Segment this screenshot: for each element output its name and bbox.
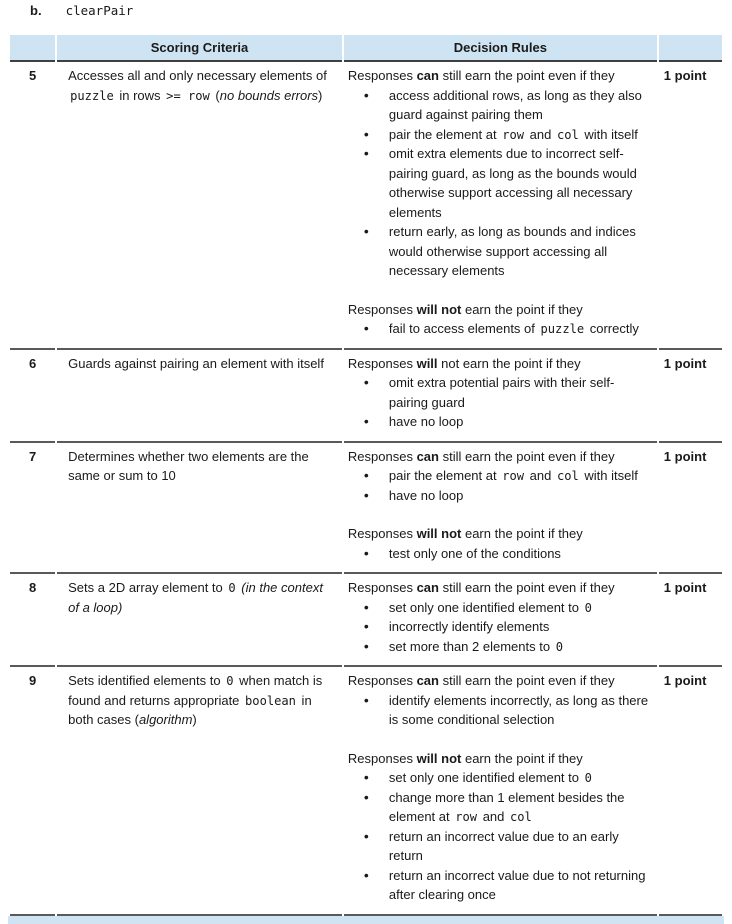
bullet-item: • change more than 1 element besides the element at row and col <box>348 788 653 827</box>
rules-cell <box>344 62 657 350</box>
code-token: col <box>556 127 579 142</box>
rules-bullet-list <box>348 373 653 432</box>
code-token: row <box>455 810 478 825</box>
table-row <box>10 443 722 575</box>
bullet-item: • test only one of the conditions <box>348 544 653 564</box>
points-cell: 1 point <box>659 443 722 575</box>
rules-cell <box>344 574 657 667</box>
table-row <box>10 667 722 916</box>
rules-paragraph: Responses can still earn the point even if they <box>347 673 615 689</box>
code-token: 0 <box>584 771 592 786</box>
rules-bullet-list <box>348 768 653 905</box>
table-row <box>10 350 722 443</box>
bullet-item: • set only one identified element to 0 <box>348 768 653 788</box>
row-number: 6 <box>10 350 55 443</box>
bullet-item: • identify elements incorrectly, as long as there is some conditional selection <box>348 691 653 730</box>
criteria-cell: Guards against pairing an element with itself <box>57 350 342 443</box>
bullet-item: • have no loop <box>348 412 653 432</box>
header-row-number <box>10 35 55 63</box>
bullet-item: • have no loop <box>348 486 653 506</box>
scoring-rubric-table <box>8 35 724 916</box>
header-scoring-criteria: Scoring Criteria <box>57 35 342 63</box>
code-token: row <box>502 469 525 484</box>
criteria-cell: Sets identified elements to 0 when match is found and returns appropriate boolean in both cases (algorithm) <box>57 667 342 916</box>
section-title <box>0 1 732 21</box>
bullet-item: • fail to access elements of puzzle correctly <box>348 319 653 339</box>
rules-bullet-list <box>348 691 653 730</box>
rules-paragraph: Responses can still earn the point even if they <box>347 68 615 84</box>
bullet-item: • access additional rows, as long as they also guard against pairing them <box>348 86 653 125</box>
row-number: 8 <box>10 574 55 667</box>
code-token: 0 <box>228 581 236 596</box>
bullet-item: • pair the element at row and col with itself <box>348 125 653 145</box>
code-token: 0 <box>584 600 592 615</box>
rules-cell <box>344 350 657 443</box>
table-row <box>10 574 722 667</box>
code-token: >= row <box>166 88 210 103</box>
code-token: 0 <box>226 674 234 689</box>
header-decision-rules: Decision Rules <box>344 35 657 63</box>
criteria-cell: Sets a 2D array element to 0 (in the context of a loop) <box>57 574 342 667</box>
rules-paragraph: Responses will not earn the point if they <box>347 750 583 766</box>
bullet-item: • omit extra potential pairs with their self-pairing guard <box>348 373 653 412</box>
bullet-item: • incorrectly identify elements <box>348 617 653 637</box>
rules-paragraph: Responses will not earn the point if they <box>347 526 583 542</box>
section-label: b. <box>30 3 42 18</box>
code-token: 0 <box>555 639 563 654</box>
points-cell: 1 point <box>659 574 722 667</box>
rules-paragraph: Responses will not earn the point if they <box>347 301 583 317</box>
row-number: 5 <box>10 62 55 350</box>
table-row <box>10 62 722 350</box>
row-number: 9 <box>10 667 55 916</box>
header-points <box>659 35 722 63</box>
rules-bullet-list <box>348 544 653 564</box>
rules-cell <box>344 443 657 575</box>
code-token: boolean <box>245 693 296 708</box>
next-table-header-partial <box>8 916 724 924</box>
bullet-item: • return an incorrect value due to an early return <box>348 827 653 866</box>
bullet-item: • set only one identified element to 0 <box>348 598 653 618</box>
rules-bullet-list <box>348 598 653 657</box>
rules-bullet-list <box>348 86 653 281</box>
criteria-cell: Determines whether two elements are the same or sum to 10 <box>57 443 342 575</box>
rules-bullet-list <box>348 466 653 505</box>
code-token: row <box>502 127 525 142</box>
points-cell: 1 point <box>659 350 722 443</box>
bullet-item: • omit extra elements due to incorrect self-pairing guard, as long as the bounds would otherwise support accessing all necessary elements <box>348 144 653 222</box>
rules-paragraph: Responses can still earn the point even if they <box>347 448 615 464</box>
table-header-row <box>10 35 722 63</box>
code-token: col <box>510 810 532 825</box>
code-token: puzzle <box>70 88 114 103</box>
code-token: col <box>556 469 579 484</box>
rules-paragraph: Responses can still earn the point even if they <box>347 580 615 596</box>
bullet-item: • set more than 2 elements to 0 <box>348 637 653 657</box>
rules-paragraph: Responses will not earn the point if they <box>347 355 581 371</box>
rules-bullet-list <box>348 319 653 339</box>
bullet-item: • return early, as long as bounds and indices would otherwise support accessing all necessary elements <box>348 222 653 281</box>
bullet-item: • return an incorrect value due to not returning after clearing once <box>348 866 653 905</box>
rules-cell <box>344 667 657 916</box>
row-number: 7 <box>10 443 55 575</box>
criteria-cell: Accesses all and only necessary elements of puzzle in rows >= row (no bounds errors) <box>57 62 342 350</box>
method-name: clearPair <box>65 3 134 18</box>
code-token: puzzle <box>540 322 585 337</box>
points-cell: 1 point <box>659 62 722 350</box>
bullet-item: • pair the element at row and col with itself <box>348 466 653 486</box>
points-cell: 1 point <box>659 667 722 916</box>
